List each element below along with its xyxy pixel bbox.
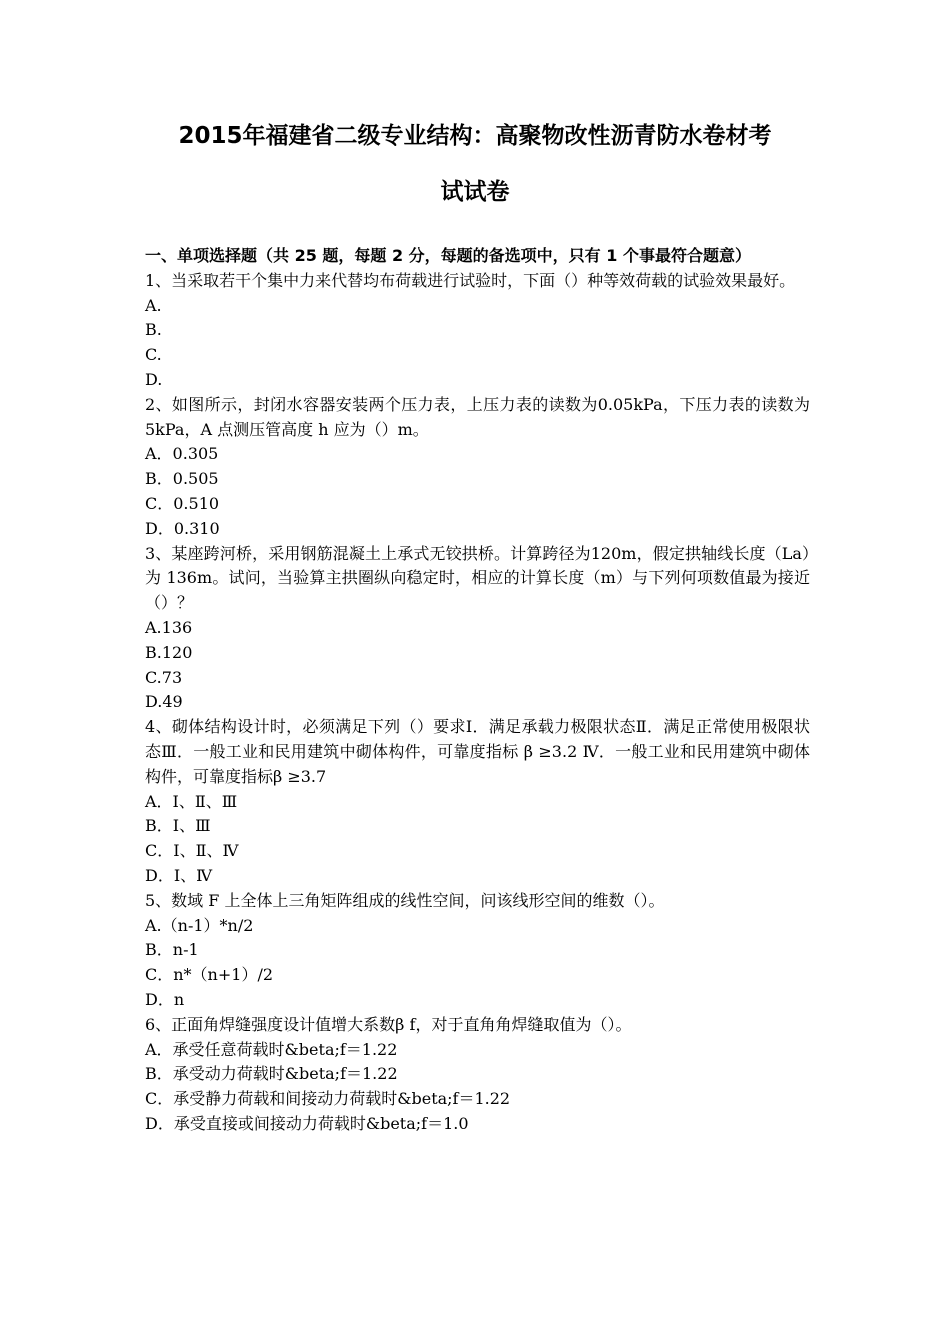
option-a: A．Ⅰ、Ⅱ、Ⅲ xyxy=(145,791,238,811)
option-a: A．承受任意荷载时&beta;f＝1.22 xyxy=(145,1039,398,1059)
option-c: C. xyxy=(145,345,162,365)
question-stem: 1、当采取若干个集中力来代替均布荷载进行试验时，下面（）种等效荷载的试验效果最好。 xyxy=(145,270,796,290)
question-stem: 2、如图所示，封闭水容器安装两个压力表，上压力表的读数为0.05kPa，下压力表的读数为 5kPa，A 点测压管高度 h 应为（）m。 xyxy=(145,394,810,439)
option-a: A. xyxy=(145,295,162,315)
question-2 xyxy=(145,393,810,542)
option-a: A．0.305 xyxy=(145,444,219,464)
option-d: D．Ⅰ、Ⅳ xyxy=(145,865,213,885)
question-6 xyxy=(145,1013,810,1137)
option-b: B．Ⅰ、Ⅲ xyxy=(145,816,211,836)
question-stem: 3、某座跨河桥，采用钢筋混凝土上承式无铰拱桥。计算跨径为120m，假定拱轴线长度（La）为 136m。试问，当验算主拱圈纵向稳定时，相应的计算长度（m）与下列何项数值最为接近（）？ xyxy=(145,543,810,613)
option-a: A.（n-1）*n/2 xyxy=(145,915,254,935)
option-d: D．0.310 xyxy=(145,518,220,538)
option-d: D.49 xyxy=(145,692,183,712)
title-line-2: 试试卷 xyxy=(440,179,510,205)
option-c: C．0.510 xyxy=(145,493,220,513)
question-5 xyxy=(145,889,810,1013)
option-b: B．n-1 xyxy=(145,940,199,960)
question-4 xyxy=(145,715,810,889)
option-b: B．承受动力荷载时&beta;f＝1.22 xyxy=(145,1064,398,1084)
question-stem: 5、数域 F 上全体上三角矩阵组成的线性空间，问该线形空间的维数（）。 xyxy=(145,890,665,910)
option-c: C.73 xyxy=(145,667,183,687)
option-b: B．0.505 xyxy=(145,469,219,489)
option-b: B.120 xyxy=(145,642,193,662)
option-c: C．承受静力荷载和间接动力荷载时&beta;f＝1.22 xyxy=(145,1089,511,1109)
title-line-1: 2015年福建省二级专业结构：高聚物改性沥青防水卷材考 xyxy=(178,123,772,149)
option-c: C．n*（n+1）/2 xyxy=(145,965,274,985)
option-d: D．n xyxy=(145,989,185,1009)
option-d: D. xyxy=(145,369,163,389)
option-b: B. xyxy=(145,320,162,340)
option-d: D．承受直接或间接动力荷载时&beta;f＝1.0 xyxy=(145,1113,469,1133)
option-c: C．Ⅰ、Ⅱ、Ⅳ xyxy=(145,841,239,861)
question-stem: 4、砌体结构设计时，必须满足下列（）要求Ⅰ．满足承载力极限状态Ⅱ．满足正常使用极限状态Ⅲ．一般工业和民用建筑中砌体构件，可靠度指标 β ≥3.2 Ⅳ．一般工业和民用建筑中砌体构件，可靠度指标β ≥3.7 xyxy=(145,717,810,786)
document-body xyxy=(145,244,810,1137)
section-heading: 一、单项选择题（共 25 题，每题 2 分，每题的备选项中，只有 1 个事最符合题意） xyxy=(145,246,751,265)
option-a: A.136 xyxy=(145,617,193,637)
question-1 xyxy=(145,269,810,393)
question-3 xyxy=(145,542,810,716)
question-stem: 6、正面角焊缝强度设计值增大系数β f，对于直角角焊缝取值为（）。 xyxy=(145,1014,632,1034)
document-title xyxy=(130,108,820,220)
